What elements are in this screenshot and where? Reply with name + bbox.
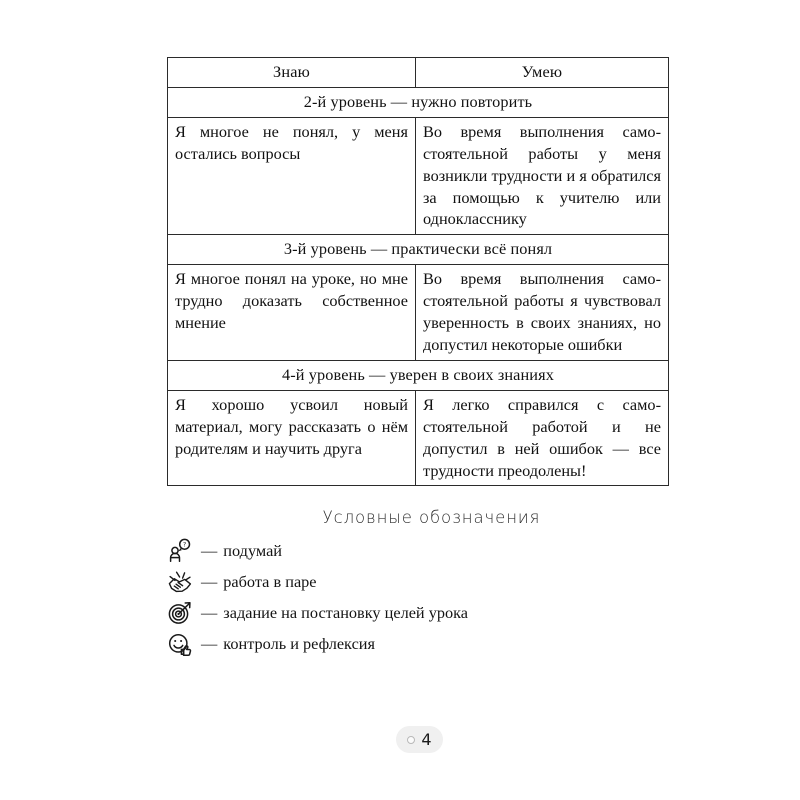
assessment-table-container xyxy=(167,57,668,486)
legend-dash: — xyxy=(201,572,218,591)
legend-item-think xyxy=(167,536,668,566)
legend-item-reflection xyxy=(167,629,668,659)
legend-item-goal-setting xyxy=(167,598,668,628)
legend-label-goal-setting xyxy=(201,603,468,623)
legend-title: Условные обозначения xyxy=(322,508,541,527)
handshake-icon xyxy=(167,568,199,596)
target-arrow-icon xyxy=(167,599,199,627)
cell-can-level-2: Во время выполнения самостоятельной работы у меня возникли трудности и я обратился за помощью к учителю или однокласснику xyxy=(416,117,669,235)
legend-text-goal-setting: задание на постановку целей урока xyxy=(223,603,469,622)
level-title-4: 4-й уровень — уверен в своих знаниях xyxy=(168,360,669,390)
table-row xyxy=(168,390,669,486)
cell-can-level-4: Я легко справился с самостоятельной работой и не допустил в ней ошибок — все трудности преодолены! xyxy=(416,390,669,486)
table-row xyxy=(168,265,669,361)
page-number-badge xyxy=(396,726,443,753)
table-body xyxy=(168,87,669,486)
cell-know-level-2: Я многое не понял, у меня остались вопросы xyxy=(168,117,416,235)
person-thinking-question-icon xyxy=(167,537,199,565)
level-title-2: 2-й уровень — нужно повторить xyxy=(168,87,669,117)
legend-label-think xyxy=(201,541,282,561)
cell-know-level-4: Я хорошо усвоил новый материал, могу рассказать о нём родителям и научить друга xyxy=(168,390,416,486)
assessment-table xyxy=(167,57,669,486)
smiley-thumbs-up-icon xyxy=(167,630,199,658)
level-header-row xyxy=(168,87,669,117)
legend-list xyxy=(167,536,668,659)
legend-text-think: подумай xyxy=(223,541,283,560)
table-header-row xyxy=(168,58,669,88)
table-row xyxy=(168,117,669,235)
legend-item-pair-work xyxy=(167,567,668,597)
svg-text:?: ? xyxy=(182,540,187,549)
legend-dash: — xyxy=(201,603,218,622)
legend-text-pair-work: работа в паре xyxy=(223,572,317,591)
legend-dash: — xyxy=(201,541,218,560)
level-title-3: 3-й уровень — практически всё понял xyxy=(168,235,669,265)
column-header-know: Знаю xyxy=(168,58,416,88)
page-number: 4 xyxy=(421,729,432,749)
legend-dash: — xyxy=(201,634,218,653)
column-header-can: Умею xyxy=(416,58,669,88)
table-head xyxy=(168,58,669,88)
level-header-row xyxy=(168,235,669,265)
level-header-row xyxy=(168,360,669,390)
legend-section xyxy=(167,508,668,660)
bullet-dot-icon xyxy=(407,736,415,744)
legend-label-reflection xyxy=(201,634,375,654)
legend-text-reflection: контроль и рефлексия xyxy=(223,634,375,653)
cell-know-level-3: Я многое понял на уроке, но мне трудно доказать собственное мнение xyxy=(168,265,416,361)
legend-label-pair-work xyxy=(201,572,317,592)
cell-can-level-3: Во время выполнения самостоятельной работы я чувствовал уверенность в своих знаниях, но допустил некоторые ошибки xyxy=(416,265,669,361)
